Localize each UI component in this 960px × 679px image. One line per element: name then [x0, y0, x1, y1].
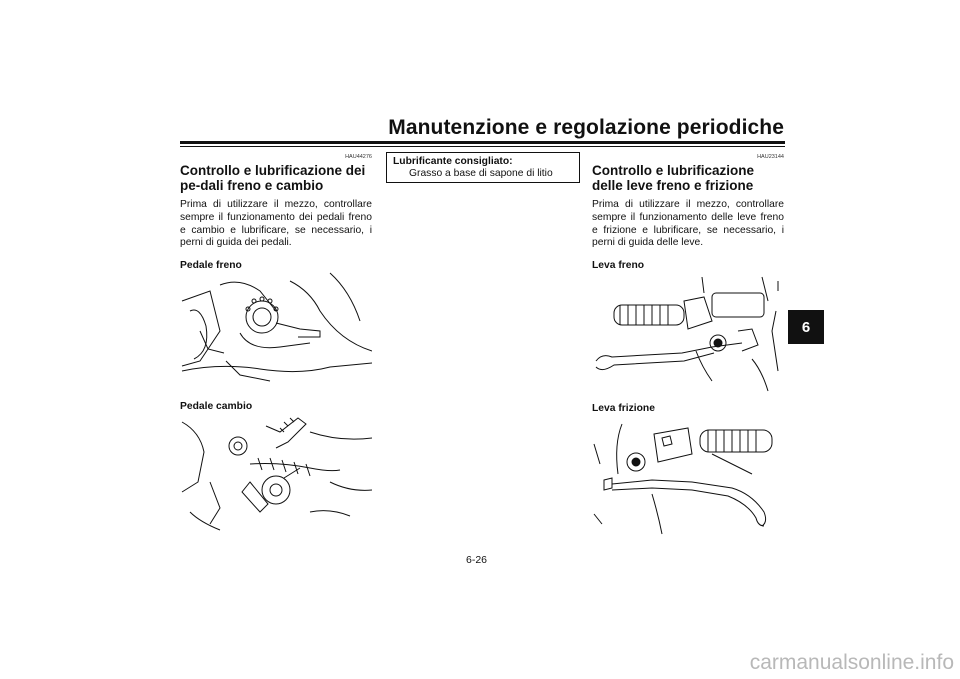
header-rule	[180, 141, 785, 144]
section-body-pedals: Prima di utilizzare il mezzo, controllare sempre il funzionamento dei pedali freno e cambio e lubrificare, se necessario, i perni di guida dei pedali.	[180, 199, 372, 249]
left-column	[180, 150, 372, 537]
caption-clutch-lever: Leva frizione	[592, 403, 655, 415]
lubricant-note-box	[386, 152, 580, 183]
chapter-tab: 6	[788, 310, 824, 344]
watermark: carmanualsonline.info	[749, 651, 954, 674]
caption-brake-lever: Leva freno	[592, 260, 645, 272]
clutch-lever-illustration	[592, 414, 784, 539]
lubricant-note-body: Grasso a base di sapone di litio	[409, 168, 553, 179]
right-column	[592, 150, 784, 539]
page-number: 6-26	[466, 554, 488, 566]
brake-pedal-illustration	[180, 271, 372, 391]
header-rule-thin	[180, 146, 785, 147]
section-title-levers: Controllo e lubrificazione delle leve freno e frizione	[592, 163, 755, 193]
section-title-pedals: Controllo e lubrificazione dei pe-dali freno e cambio	[180, 163, 366, 193]
middle-column	[386, 150, 578, 183]
shift-pedal-illustration	[180, 412, 372, 537]
section-body-levers: Prima di utilizzare il mezzo, controllare sempre il funzionamento delle leve freno e frizione e lubrificare, se necessario, i perni di guida delle leve.	[592, 199, 784, 249]
brake-lever-illustration	[592, 271, 784, 393]
caption-brake-pedal: Pedale freno	[180, 260, 242, 272]
lubricant-note-heading: Lubrificante consigliato:	[393, 156, 513, 167]
page-header-title: Manutenzione e regolazione periodiche	[388, 116, 784, 139]
section-code: HAU44276	[345, 154, 372, 160]
caption-shift-pedal: Pedale cambio	[180, 401, 253, 413]
section-code: HAU23144	[757, 154, 784, 160]
